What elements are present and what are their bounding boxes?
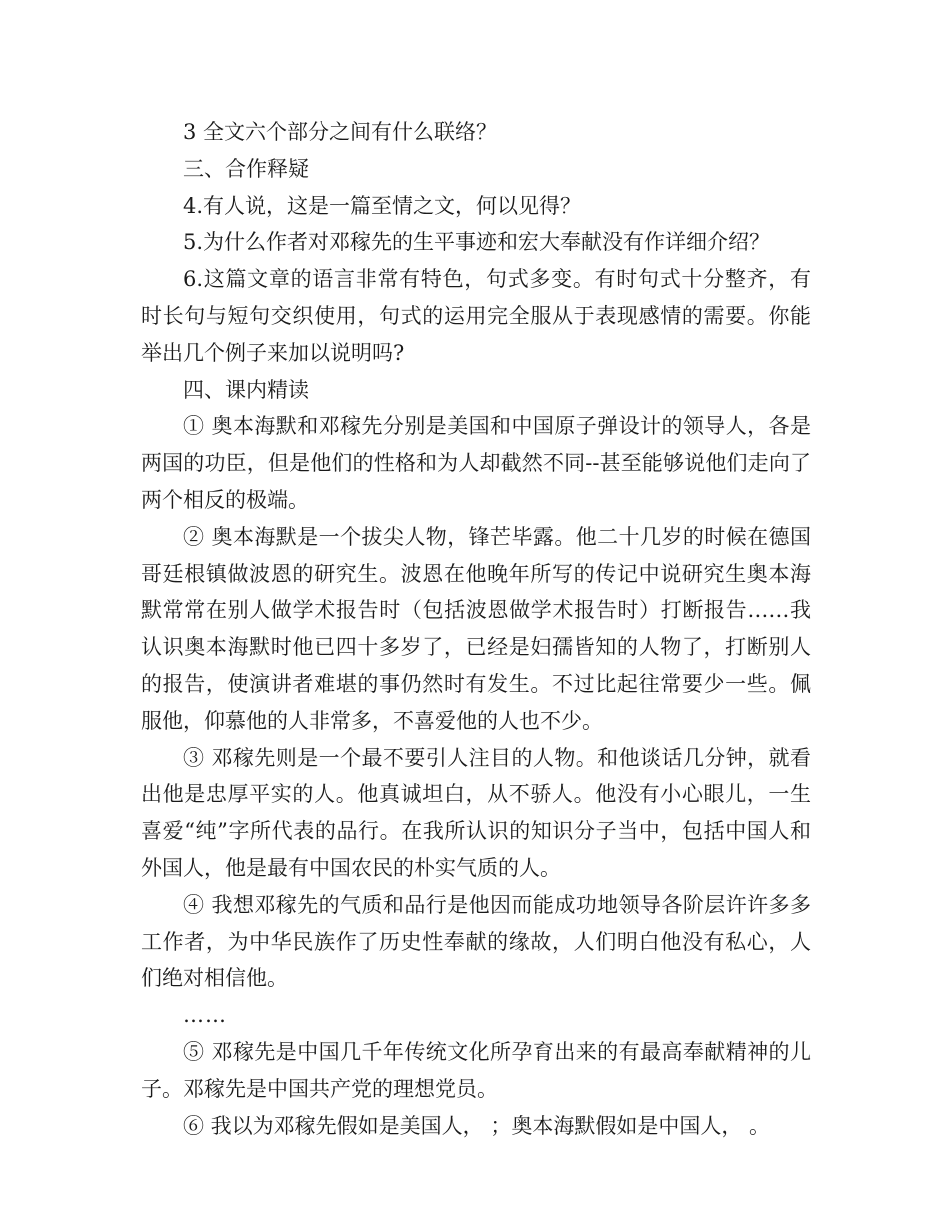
question-4: 4.有人说，这是一篇至情之文，何以见得？ [183, 193, 582, 218]
reading-paragraph-1: ① 奥本海默和邓稼先分别是美国和中国原子弹设计的领导人，各是两国的功臣，但是他们的性格和为人却截然不同--甚至能够说他们走向了两个相反的极端。 [141, 414, 811, 512]
reading-paragraph-5: ⑤ 邓稼先是中国几千年传统文化所孕育出来的有最高奉献精神的儿子。邓稼先是中国共产党的理想党员。 [141, 1039, 811, 1101]
question-3: 3 全文六个部分之间有什么联络？ [183, 120, 498, 144]
document-page [141, 114, 811, 1144]
reading-paragraph-2: ② 奥本海默是一个拔尖人物，锋芒毕露。他二十几岁的时候在德国哥廷根镇做波恩的研究生。波恩在他晚年所写的传记中说研究生奥本海默常常在别人做学术报告时（包括波恩做学术报告时）打断报告……我认识奥本海默时他已四十多岁了，已经是妇孺皆知的人物了，打断别人的报告，使演讲者难堪的事仍然时有发生。不过比起往常要少一些。佩服他，仰慕他的人非常多，不喜爱他的人也不少。 [141, 524, 811, 733]
reading-paragraph-6: ⑥ 我以为邓稼先假如是美国人， ；奥本海默假如是中国人， 。 [183, 1113, 771, 1138]
omission-ellipsis: …… [183, 1003, 227, 1028]
question-5: 5.为什么作者对邓稼先的生平事迹和宏大奉献没有作详细介绍？ [183, 230, 771, 255]
reading-paragraph-3: ③ 邓稼先则是一个最不要引人注目的人物。和他谈话几分钟，就看出他是忠厚平实的人。他真诚坦白，从不骄人。他没有小心眼儿，一生喜爱“纯”字所代表的品行。在我所认识的知识分子当中，包括中国人和外国人，他是最有中国农民的朴实气质的人。 [141, 745, 811, 880]
section-heading-cooperation: 三、合作释疑 [183, 156, 309, 181]
section-heading-close-reading: 四、课内精读 [183, 377, 309, 402]
reading-paragraph-4: ④ 我想邓稼先的气质和品行是他因而能成功地领导各阶层许许多多工作者，为中华民族作了历史性奉献的缘故，人们明白他没有私心，人们绝对相信他。 [141, 892, 811, 991]
question-6: 6.这篇文章的语言非常有特色，句式多变。有时句式十分整齐，有时长句与短句交织使用，句式的运用完全服从于表现感情的需要。你能举出几个例子来加以说明吗? [141, 267, 811, 365]
